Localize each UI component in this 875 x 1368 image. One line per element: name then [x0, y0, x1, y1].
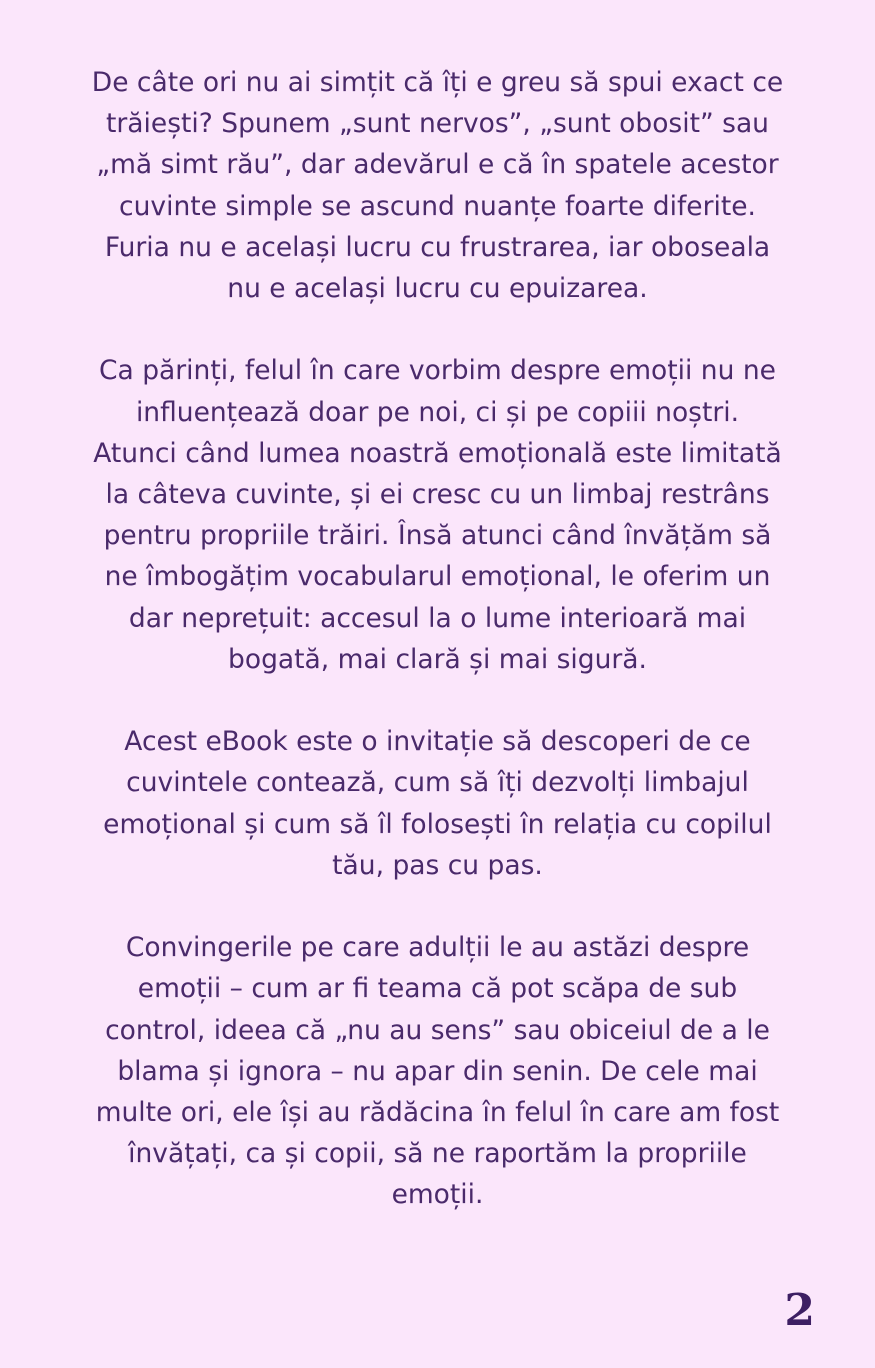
paragraph-intro: De câte ori nu ai simțit că îți e greu să spui exact ce trăiești? Spunem „sunt nervos”, „sunt obosit” sau „mă simt rău”, dar adevărul e că în spatele acestor cuvinte simple se ascund nuanțe foarte diferite. Furia nu e același lucru cu frustrarea, iar oboseala nu e același lucru cu epuizarea.	[91, 67, 784, 305]
page-number: 2	[784, 1285, 815, 1336]
body-text	[44, 62, 831, 1216]
paragraph-ebook-invitation: Acest eBook este o invitație să descoperi de ce cuvintele contează, cum să îți dezvolți limbajul emoțional și cum să îl folosești în relația cu copilul tău, pas cu pas.	[103, 726, 772, 881]
paragraph-parents: Ca părinți, felul în care vorbim despre emoții nu ne influențează doar pe noi, ci și pe copiii noștri. Atunci când lumea noastră emoțională este limitată la câteva cuvinte, și ei cresc cu un limbaj restrâns pentru propriile trăiri. Însă atunci când învățăm să ne îmbogățim vocabularul emoțional, le oferim un dar neprețuit: accesul la o lume interioară mai bogată, mai clară și mai sigură.	[93, 355, 782, 675]
paragraph-beliefs: Convingerile pe care adulții le au astăzi despre emoții – cum ar fi teama că pot scăpa de sub control, ideea că „nu au sens” sau obiceiul de a le blama și ignora – nu apar din senin. De cele mai multe ori, ele își au rădăcina în felul în care am fost învățați, ca și copii, să ne raportăm la propriile emoții.	[95, 932, 780, 1211]
